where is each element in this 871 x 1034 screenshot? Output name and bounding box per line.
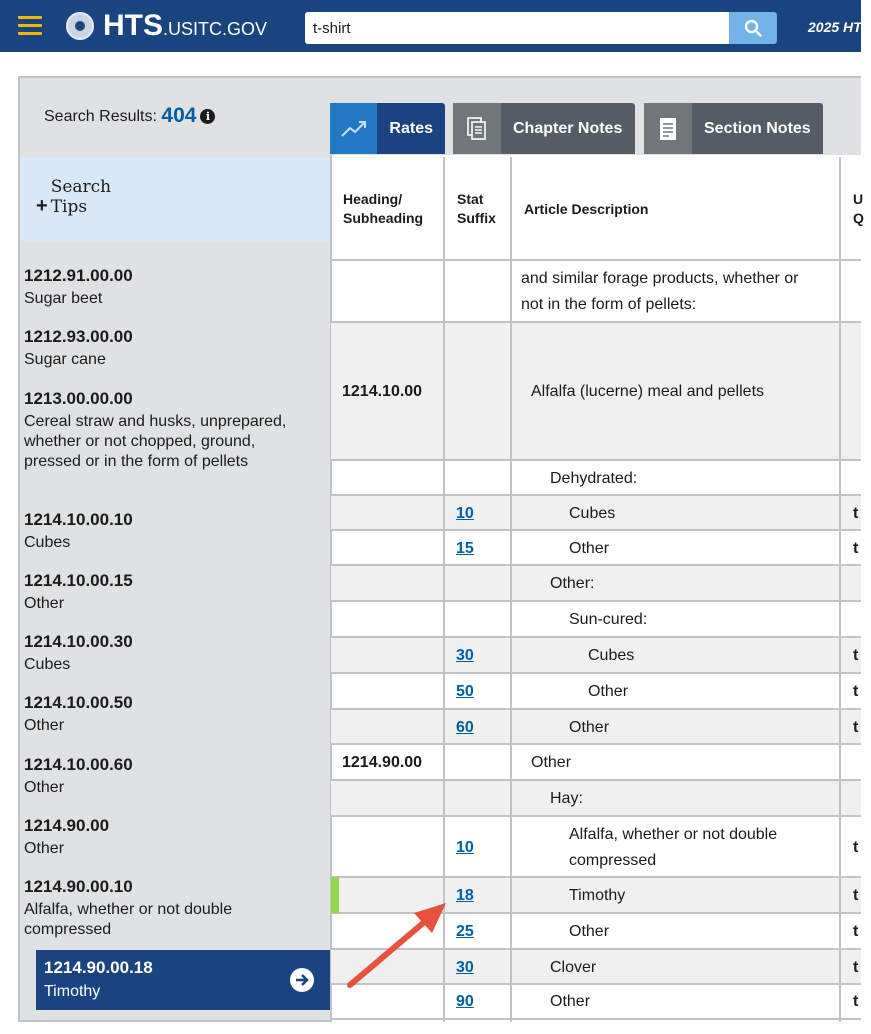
result-item[interactable]: 1214.90.00 Other	[24, 816, 110, 857]
edition-label[interactable]: 2025 HTS	[808, 19, 871, 35]
stat-suffix-link[interactable]: 90	[456, 992, 474, 1010]
table-row: Sun-cured:	[331, 600, 861, 638]
result-item[interactable]: 1214.10.00.15 Other	[24, 571, 133, 612]
tab-section-notes[interactable]: Section Notes	[644, 103, 823, 154]
search-input[interactable]	[305, 12, 729, 44]
col-header-stat: Stat Suffix	[457, 191, 496, 226]
col-header-description: Article Description	[524, 200, 649, 217]
table-row: 1214.10.00 Alfalfa (lucerne) meal and pellets	[331, 321, 861, 461]
table-row: Dehydrated:	[331, 459, 861, 496]
stat-suffix-link[interactable]: 50	[456, 683, 474, 700]
stat-suffix-link[interactable]: 15	[456, 539, 474, 557]
col-header-heading: Heading/ Subheading	[343, 191, 424, 226]
tab-rates[interactable]: Rates	[330, 103, 445, 154]
search-results-count: Search Results: 404 i	[44, 104, 215, 128]
top-header	[0, 0, 871, 52]
stat-suffix-link[interactable]: 18	[456, 887, 474, 904]
result-item[interactable]: 1214.10.00.10 Cubes	[24, 510, 133, 551]
column-divider	[443, 157, 445, 1022]
table-row: 18 Timothy t	[331, 876, 861, 914]
table-row: 60 Other t	[331, 708, 861, 745]
stat-suffix-link[interactable]: 30	[456, 958, 474, 976]
result-item[interactable]: 1212.93.00.00 Sugar cane	[24, 327, 133, 368]
table-row: 10 Cubes t	[331, 494, 861, 531]
column-divider	[510, 157, 512, 1022]
document-icon	[644, 103, 692, 154]
result-item[interactable]: 1214.10.00.30 Cubes	[24, 632, 133, 673]
table-row: 10 Alfalfa, whether or not double compressed t	[331, 815, 861, 878]
site-logo[interactable]: HTS.USITC.GOV	[103, 9, 268, 42]
stat-suffix-link[interactable]: 10	[456, 504, 474, 522]
hamburger-menu-icon[interactable]	[18, 16, 42, 36]
table-row: 30 Clover t	[331, 948, 861, 985]
search-tips-toggle[interactable]: +Search Tips	[20, 157, 330, 241]
table-row: 50 Other t	[331, 672, 861, 710]
stat-suffix-link[interactable]: 30	[456, 647, 474, 664]
tab-chapter-notes[interactable]: Chapter Notes	[453, 103, 635, 154]
annotation-arrow-icon	[340, 895, 460, 995]
usitc-seal-icon	[66, 12, 94, 40]
table-row: 90 Other t	[331, 983, 861, 1020]
trend-chart-icon	[330, 103, 377, 154]
stat-suffix-link[interactable]: 10	[456, 838, 474, 856]
result-item[interactable]: 1212.91.00.00 Sugar beet	[24, 266, 133, 307]
col-header-unit: U Q	[853, 191, 864, 226]
arrow-right-circle-icon[interactable]	[290, 968, 314, 992]
table-row: Hay:	[331, 779, 861, 817]
table-row: 25 Other t	[331, 912, 861, 950]
table-row: and similar forage products, whether or not in the form of pellets:	[331, 259, 861, 323]
stat-suffix-link[interactable]: 25	[456, 923, 474, 940]
table-row: 1214.90.00 Other	[331, 743, 861, 781]
plus-icon: +	[36, 195, 48, 217]
table-row: Other:	[331, 564, 861, 602]
search-icon	[744, 19, 762, 37]
stat-suffix-link[interactable]: 60	[456, 718, 474, 736]
result-item[interactable]: 1214.90.00.10 Alfalfa, whether or not double compressed	[24, 877, 233, 938]
info-icon[interactable]: i	[200, 109, 215, 124]
table-row: 15 Other t	[331, 529, 861, 566]
result-item-active[interactable]: 1214.90.00.18 Timothy	[36, 950, 330, 1010]
result-item[interactable]: 1213.00.00.00 Cereal straw and husks, unprepared, whether or not chopped, ground, pressed or in the form of pellets	[24, 389, 287, 470]
documents-icon	[453, 103, 501, 154]
column-divider	[839, 157, 841, 1022]
row-highlight-marker	[331, 877, 339, 913]
result-item[interactable]: 1214.10.00.60 Other	[24, 755, 133, 796]
result-item[interactable]: 1214.10.00.50 Other	[24, 693, 133, 734]
search-button[interactable]	[729, 12, 777, 44]
table-row: 30 Cubes t	[331, 636, 861, 674]
